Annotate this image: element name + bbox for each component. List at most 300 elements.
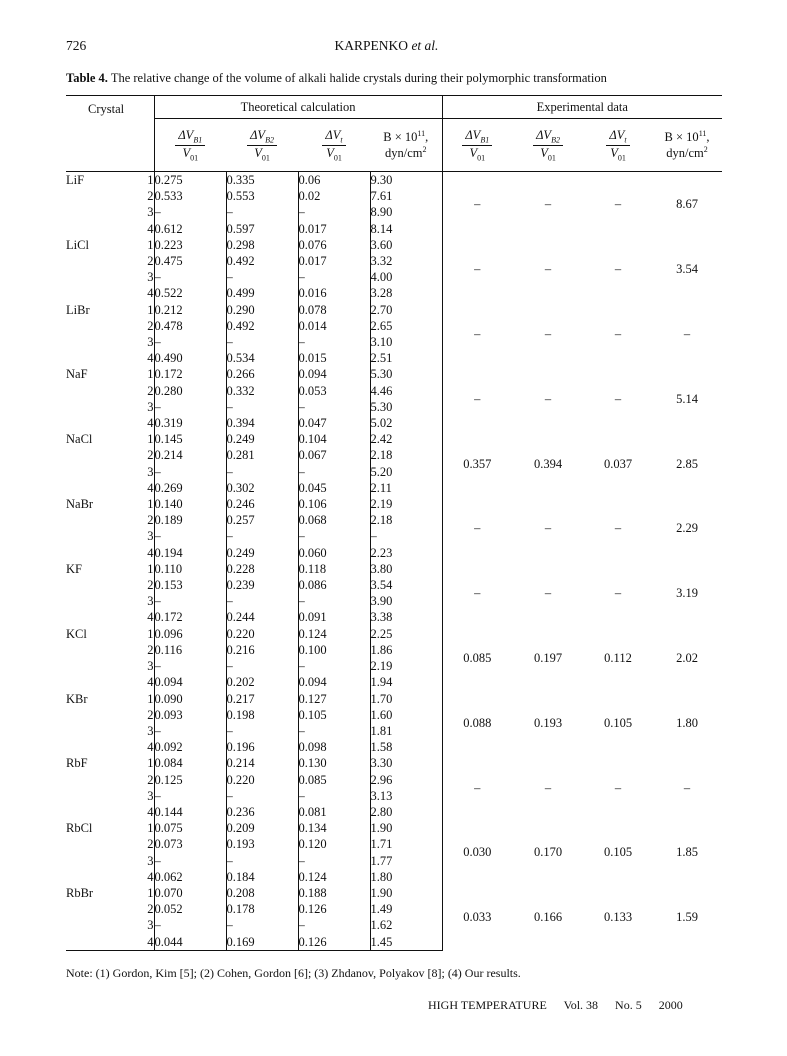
cell-theo-dvb1: 0.280 xyxy=(154,383,226,399)
cell-theo-dvt: 0.126 xyxy=(298,901,370,917)
cell-exp-b: 2.02 xyxy=(676,650,698,665)
cell-theo-b: 3.80 xyxy=(370,561,442,577)
crystal-name-blank xyxy=(66,447,138,463)
author-name: KARPENKO xyxy=(334,38,409,53)
source-index: 3 xyxy=(138,204,154,220)
table-row xyxy=(66,366,722,382)
table-row xyxy=(66,820,722,836)
source-index: 2 xyxy=(138,383,154,399)
cell-theo-dvb1: 0.110 xyxy=(154,561,226,577)
cell-theo-dvb2: 0.499 xyxy=(226,285,298,301)
source-index: 1 xyxy=(138,237,154,253)
crystal-name-blank xyxy=(66,723,138,739)
cell-exp-dvb2: 0.193 xyxy=(533,715,563,730)
cell-theo-b: 2.42 xyxy=(370,431,442,447)
cell-theo-b: 5.30 xyxy=(370,366,442,382)
cell-theo-b: 1.45 xyxy=(370,934,442,951)
col-header-exp-dvt-fraction: $\frac{\Delta V_t}{V_{01}}$ xyxy=(606,128,629,162)
cell-theo-dvb2: 0.553 xyxy=(226,188,298,204)
cell-exp-dvb1: – xyxy=(474,197,481,212)
source-index: 1 xyxy=(138,820,154,836)
cell-exp-dvb1: 0.357 xyxy=(463,456,492,471)
cell-theo-dvt: – xyxy=(298,917,370,933)
cell-theo-dvb1: – xyxy=(154,658,226,674)
source-index: 4 xyxy=(138,804,154,820)
author-et-al: et al. xyxy=(411,38,439,53)
cell-theo-b: 1.70 xyxy=(370,691,442,707)
volume-change-table xyxy=(66,95,722,951)
cell-theo-dvt: 0.104 xyxy=(298,431,370,447)
cell-exp-dvb2: – xyxy=(544,521,552,536)
cell-theo-dvb2: 0.597 xyxy=(226,221,298,237)
cell-theo-dvt: 0.094 xyxy=(298,366,370,382)
cell-theo-dvb1: 0.269 xyxy=(154,480,226,496)
col-header-theo-dvb1-fraction: $\frac{\Delta V_{B1}}{V_{01}}$ xyxy=(175,128,205,162)
cell-theo-dvb1: 0.194 xyxy=(154,545,226,561)
crystal-name-blank xyxy=(66,707,138,723)
cell-theo-dvb1: 0.062 xyxy=(154,869,226,885)
cell-theo-dvb2: 0.281 xyxy=(226,447,298,463)
col-header-exp-b: $B \times 10^{11}$, dyn/$cm^2$ xyxy=(652,119,722,172)
cell-theo-dvt: 0.134 xyxy=(298,820,370,836)
col-header-crystal-label: Crystal xyxy=(88,102,125,116)
crystal-name: NaCl xyxy=(66,432,93,447)
crystal-name-blank xyxy=(66,788,138,804)
cell-theo-dvt: 0.076 xyxy=(298,237,370,253)
source-index: 3 xyxy=(138,788,154,804)
cell-theo-dvb2: – xyxy=(226,593,298,609)
cell-theo-b: 3.54 xyxy=(370,577,442,593)
cell-theo-dvt: – xyxy=(298,204,370,220)
source-index: 1 xyxy=(138,302,154,318)
crystal-name-blank xyxy=(66,253,138,269)
cell-exp-dvb1: 0.033 xyxy=(463,910,492,925)
source-index: 3 xyxy=(138,334,154,350)
cell-theo-dvt: 0.188 xyxy=(298,885,370,901)
crystal-name-blank xyxy=(66,934,138,951)
source-index: 1 xyxy=(138,496,154,512)
crystal-name: KCl xyxy=(66,626,87,641)
cell-theo-b: 1.90 xyxy=(370,820,442,836)
cell-exp-dvb2: 0.166 xyxy=(533,910,563,925)
source-index: 2 xyxy=(138,447,154,463)
cell-theo-dvb1: 0.212 xyxy=(154,302,226,318)
crystal-name-blank xyxy=(66,188,138,204)
source-index: 4 xyxy=(138,480,154,496)
cell-theo-dvb2: 0.394 xyxy=(226,415,298,431)
cell-theo-dvt: 0.053 xyxy=(298,383,370,399)
cell-theo-dvt: – xyxy=(298,658,370,674)
crystal-name: LiBr xyxy=(66,302,90,317)
cell-theo-b: 3.10 xyxy=(370,334,442,350)
source-index: 2 xyxy=(138,642,154,658)
col-header-exp-dvb2 xyxy=(512,119,584,172)
cell-theo-dvb2: 0.209 xyxy=(226,820,298,836)
cell-theo-dvt: 0.086 xyxy=(298,577,370,593)
cell-theo-b: 1.62 xyxy=(370,917,442,933)
col-header-theo-dvb1 xyxy=(154,119,226,172)
crystal-name-blank xyxy=(66,577,138,593)
cell-theo-dvb1: 0.145 xyxy=(154,431,226,447)
cell-theo-dvb1: – xyxy=(154,723,226,739)
cell-exp-dvb1: – xyxy=(474,586,481,601)
cell-theo-dvb2: – xyxy=(226,853,298,869)
cell-theo-dvb1: 0.092 xyxy=(154,739,226,755)
cell-theo-dvt: 0.014 xyxy=(298,318,370,334)
crystal-name: KF xyxy=(66,561,82,576)
source-index: 3 xyxy=(138,658,154,674)
crystal-name: NaF xyxy=(66,367,88,382)
source-index: 4 xyxy=(138,609,154,625)
cell-theo-dvb1: 0.073 xyxy=(154,836,226,852)
crystal-name-blank xyxy=(66,415,138,431)
cell-theo-dvt: 0.126 xyxy=(298,934,370,951)
cell-exp-b: 3.19 xyxy=(676,586,698,601)
cell-theo-dvt: 0.068 xyxy=(298,512,370,528)
crystal-name-blank xyxy=(66,901,138,917)
footer-issue: No. 5 xyxy=(615,998,642,1012)
cell-exp-dvb2: – xyxy=(544,262,552,277)
source-index: 4 xyxy=(138,221,154,237)
cell-exp-dvb2: – xyxy=(544,391,552,406)
cell-theo-b: 2.19 xyxy=(370,496,442,512)
footer-volume: Vol. 38 xyxy=(563,998,599,1012)
cell-theo-b: 2.96 xyxy=(370,772,442,788)
cell-theo-dvb2: – xyxy=(226,334,298,350)
source-index: 2 xyxy=(138,772,154,788)
cell-theo-dvb2: 0.249 xyxy=(226,431,298,447)
cell-theo-dvb2: 0.217 xyxy=(226,691,298,707)
caption-label: Table 4. xyxy=(66,71,108,85)
cell-theo-dvb2: 0.492 xyxy=(226,318,298,334)
cell-theo-b: 1.94 xyxy=(370,674,442,690)
group-header-experimental: Experimental data xyxy=(442,96,722,119)
cell-theo-b: 4.46 xyxy=(370,383,442,399)
cell-exp-dvb1: – xyxy=(474,521,481,536)
crystal-name-blank xyxy=(66,399,138,415)
cell-theo-dvb1: 0.172 xyxy=(154,609,226,625)
source-index: 3 xyxy=(138,723,154,739)
cell-theo-dvt: 0.127 xyxy=(298,691,370,707)
cell-theo-dvt: 0.130 xyxy=(298,755,370,771)
table-row xyxy=(66,496,722,512)
source-index: 4 xyxy=(138,545,154,561)
cell-exp-b: 2.29 xyxy=(676,521,698,536)
cell-theo-dvb2: 0.257 xyxy=(226,512,298,528)
page-footer xyxy=(428,998,697,1013)
cell-theo-dvt: – xyxy=(298,593,370,609)
cell-theo-b: 5.20 xyxy=(370,464,442,480)
cell-theo-dvb2: – xyxy=(226,788,298,804)
cell-theo-dvb1: 0.478 xyxy=(154,318,226,334)
cell-exp-dvb1: – xyxy=(474,326,481,341)
crystal-name-blank xyxy=(66,642,138,658)
crystal-name-blank xyxy=(66,318,138,334)
source-index: 4 xyxy=(138,869,154,885)
cell-theo-dvb1: – xyxy=(154,464,226,480)
cell-theo-dvb2: 0.169 xyxy=(226,934,298,951)
source-index: 3 xyxy=(138,853,154,869)
cell-exp-b: 2.85 xyxy=(676,456,698,471)
cell-theo-dvt: 0.091 xyxy=(298,609,370,625)
cell-theo-dvb2: 0.332 xyxy=(226,383,298,399)
source-index: 1 xyxy=(138,626,154,642)
cell-theo-dvt: 0.02 xyxy=(298,188,370,204)
source-index: 2 xyxy=(138,707,154,723)
cell-theo-dvb2: – xyxy=(226,464,298,480)
cell-theo-dvb2: – xyxy=(226,917,298,933)
cell-theo-dvt: 0.060 xyxy=(298,545,370,561)
cell-theo-dvb2: 0.198 xyxy=(226,707,298,723)
table-row xyxy=(66,691,722,707)
cell-theo-dvb1: 0.094 xyxy=(154,674,226,690)
cell-theo-dvb2: 0.228 xyxy=(226,561,298,577)
cell-theo-dvb1: 0.093 xyxy=(154,707,226,723)
table-row xyxy=(66,302,722,318)
cell-theo-dvt: 0.06 xyxy=(298,172,370,189)
source-index: 4 xyxy=(138,934,154,951)
cell-theo-dvb2: 0.214 xyxy=(226,755,298,771)
cell-theo-dvb2: 0.246 xyxy=(226,496,298,512)
cell-exp-dvt: 0.037 xyxy=(603,456,633,471)
cell-theo-b: 1.81 xyxy=(370,723,442,739)
cell-theo-dvt: 0.120 xyxy=(298,836,370,852)
cell-exp-dvt: 0.105 xyxy=(603,715,633,730)
cell-theo-dvt: 0.106 xyxy=(298,496,370,512)
cell-theo-dvb1: 0.275 xyxy=(154,172,226,189)
cell-theo-dvb1: 0.223 xyxy=(154,237,226,253)
cell-theo-b: 3.28 xyxy=(370,285,442,301)
cell-theo-b: 9.30 xyxy=(370,172,442,189)
source-index: 2 xyxy=(138,901,154,917)
cell-theo-dvt: – xyxy=(298,853,370,869)
crystal-name-blank xyxy=(66,464,138,480)
cell-theo-b: 3.60 xyxy=(370,237,442,253)
crystal-name-blank xyxy=(66,593,138,609)
cell-exp-dvt: 0.112 xyxy=(604,650,632,665)
cell-theo-dvb2: – xyxy=(226,269,298,285)
crystal-name-blank xyxy=(66,739,138,755)
source-index: 2 xyxy=(138,577,154,593)
cell-theo-dvt: – xyxy=(298,464,370,480)
source-index: 1 xyxy=(138,431,154,447)
crystal-name-blank xyxy=(66,334,138,350)
cell-theo-b: 2.19 xyxy=(370,658,442,674)
crystal-name-blank xyxy=(66,609,138,625)
cell-exp-dvb1: 0.030 xyxy=(463,845,492,860)
cell-theo-dvb1: 0.075 xyxy=(154,820,226,836)
cell-theo-dvb1: 0.125 xyxy=(154,772,226,788)
cell-theo-b: 2.80 xyxy=(370,804,442,820)
source-index: 3 xyxy=(138,528,154,544)
author-line xyxy=(66,38,707,54)
crystal-name-blank xyxy=(66,204,138,220)
cell-theo-dvb2: 0.184 xyxy=(226,869,298,885)
crystal-name-blank xyxy=(66,674,138,690)
cell-theo-dvb1: 0.189 xyxy=(154,512,226,528)
cell-exp-dvb2: – xyxy=(544,197,552,212)
cell-theo-dvt: 0.067 xyxy=(298,447,370,463)
source-index: 2 xyxy=(138,188,154,204)
cell-theo-dvb1: – xyxy=(154,399,226,415)
cell-theo-dvb1: 0.522 xyxy=(154,285,226,301)
cell-theo-dvb2: 0.249 xyxy=(226,545,298,561)
cell-theo-dvb1: 0.090 xyxy=(154,691,226,707)
crystal-name: RbBr xyxy=(66,885,94,900)
footer-journal: HIGH TEMPERATURE xyxy=(428,998,547,1012)
cell-theo-dvb1: 0.144 xyxy=(154,804,226,820)
cell-theo-b: 7.61 xyxy=(370,188,442,204)
cell-exp-dvb1: – xyxy=(474,780,481,795)
cell-theo-b: 3.38 xyxy=(370,609,442,625)
source-index: 1 xyxy=(138,885,154,901)
cell-theo-dvt: 0.118 xyxy=(298,561,370,577)
crystal-name: RbCl xyxy=(66,821,93,836)
crystal-name-blank xyxy=(66,869,138,885)
cell-theo-dvb1: 0.172 xyxy=(154,366,226,382)
crystal-name: KBr xyxy=(66,691,88,706)
cell-theo-dvb2: – xyxy=(226,399,298,415)
table-row xyxy=(66,561,722,577)
cell-theo-dvb1: 0.475 xyxy=(154,253,226,269)
source-index: 1 xyxy=(138,755,154,771)
cell-exp-dvb1: 0.088 xyxy=(463,715,492,730)
cell-theo-dvb1: 0.116 xyxy=(154,642,226,658)
cell-theo-dvt: – xyxy=(298,528,370,544)
caption-text: The relative change of the volume of alkali halide crystals during their polymorphic transformation xyxy=(110,71,607,85)
cell-theo-dvb2: 0.290 xyxy=(226,302,298,318)
cell-theo-dvb2: 0.244 xyxy=(226,609,298,625)
source-index: 4 xyxy=(138,674,154,690)
running-head xyxy=(66,38,707,56)
cell-exp-dvt: – xyxy=(614,780,622,795)
cell-theo-dvt: – xyxy=(298,269,370,285)
cell-exp-b: – xyxy=(683,326,691,341)
crystal-name-blank xyxy=(66,221,138,237)
cell-theo-b: 1.86 xyxy=(370,642,442,658)
cell-theo-dvb2: 0.239 xyxy=(226,577,298,593)
cell-exp-dvb1: 0.085 xyxy=(463,650,492,665)
cell-theo-dvt: 0.078 xyxy=(298,302,370,318)
source-index: 3 xyxy=(138,399,154,415)
cell-theo-dvt: – xyxy=(298,788,370,804)
cell-theo-dvt: 0.047 xyxy=(298,415,370,431)
crystal-name-blank xyxy=(66,658,138,674)
cell-theo-dvb1: – xyxy=(154,788,226,804)
cell-theo-dvb2: 0.302 xyxy=(226,480,298,496)
cell-theo-dvt: 0.098 xyxy=(298,739,370,755)
cell-theo-dvb2: 0.220 xyxy=(226,772,298,788)
page-number: 726 xyxy=(66,38,87,53)
cell-theo-b: 8.90 xyxy=(370,204,442,220)
cell-exp-dvb2: 0.197 xyxy=(533,650,563,665)
crystal-name-blank xyxy=(66,383,138,399)
source-index: 4 xyxy=(138,415,154,431)
cell-theo-dvb1: 0.070 xyxy=(154,885,226,901)
group-header-theoretical: Theoretical calculation xyxy=(154,96,442,119)
cell-theo-dvb2: 0.492 xyxy=(226,253,298,269)
cell-theo-b: 2.65 xyxy=(370,318,442,334)
crystal-name-blank xyxy=(66,917,138,933)
cell-theo-b: 5.02 xyxy=(370,415,442,431)
source-index: 4 xyxy=(138,350,154,366)
cell-theo-b: 2.11 xyxy=(370,480,442,496)
source-index: 1 xyxy=(138,172,154,189)
cell-theo-dvb1: 0.214 xyxy=(154,447,226,463)
cell-theo-dvb2: 0.298 xyxy=(226,237,298,253)
cell-theo-dvb1: 0.319 xyxy=(154,415,226,431)
cell-theo-dvt: 0.124 xyxy=(298,869,370,885)
table-note: Note: (1) Gordon, Kim [5]; (2) Cohen, Gordon [6]; (3) Zhdanov, Polyakov [8]; (4) Our results. xyxy=(66,966,521,980)
crystal-name-blank xyxy=(66,350,138,366)
cell-theo-dvb1: 0.052 xyxy=(154,901,226,917)
crystal-name: RbF xyxy=(66,756,88,771)
source-index: 2 xyxy=(138,318,154,334)
cell-theo-dvb1: 0.490 xyxy=(154,350,226,366)
cell-exp-dvb2: – xyxy=(544,326,552,341)
cell-theo-b: 8.14 xyxy=(370,221,442,237)
cell-exp-dvt: – xyxy=(614,326,622,341)
cell-theo-dvb2: 0.266 xyxy=(226,366,298,382)
source-index: 2 xyxy=(138,253,154,269)
cell-exp-dvb2: 0.394 xyxy=(533,456,563,471)
cell-theo-dvb2: 0.202 xyxy=(226,674,298,690)
col-header-theo-dvb2 xyxy=(226,119,298,172)
cell-theo-dvt: 0.017 xyxy=(298,221,370,237)
cell-exp-dvb2: 0.170 xyxy=(533,845,563,860)
table-row xyxy=(66,626,722,642)
cell-theo-b: 1.90 xyxy=(370,885,442,901)
footer-year: 2000 xyxy=(658,998,683,1012)
cell-exp-dvt: – xyxy=(614,521,622,536)
cell-exp-b: 1.80 xyxy=(676,715,698,730)
source-index: 3 xyxy=(138,269,154,285)
cell-theo-b: 4.00 xyxy=(370,269,442,285)
col-header-crystal xyxy=(66,96,154,172)
cell-exp-b: 8.67 xyxy=(676,197,698,212)
col-header-exp-dvb1 xyxy=(442,119,512,172)
cell-theo-dvt: 0.045 xyxy=(298,480,370,496)
col-header-theo-dvt-fraction: $\frac{\Delta V_t}{V_{01}}$ xyxy=(322,128,345,162)
cell-theo-dvt: 0.094 xyxy=(298,674,370,690)
cell-theo-dvb2: 0.534 xyxy=(226,350,298,366)
cell-theo-dvb1: – xyxy=(154,334,226,350)
cell-theo-dvb2: – xyxy=(226,528,298,544)
cell-exp-dvt: 0.133 xyxy=(603,910,633,925)
cell-theo-dvt: 0.105 xyxy=(298,707,370,723)
table-row xyxy=(66,431,722,447)
cell-exp-b: 3.54 xyxy=(676,262,698,277)
cell-theo-b: 2.70 xyxy=(370,302,442,318)
cell-theo-dvb1: – xyxy=(154,528,226,544)
cell-exp-b: 5.14 xyxy=(676,391,698,406)
cell-theo-b: 3.13 xyxy=(370,788,442,804)
col-header-theo-dvb2-fraction: $\frac{\Delta V_{B2}}{V_{01}}$ xyxy=(247,128,277,162)
cell-theo-dvt: 0.015 xyxy=(298,350,370,366)
cell-theo-b: 2.18 xyxy=(370,447,442,463)
crystal-name-blank xyxy=(66,836,138,852)
cell-theo-dvt: 0.017 xyxy=(298,253,370,269)
cell-exp-dvt: – xyxy=(614,586,622,601)
crystal-name-blank xyxy=(66,480,138,496)
cell-theo-dvt: – xyxy=(298,723,370,739)
cell-theo-dvb1: – xyxy=(154,917,226,933)
cell-theo-dvb2: 0.196 xyxy=(226,739,298,755)
cell-exp-b: – xyxy=(683,780,691,795)
cell-theo-dvb2: 0.220 xyxy=(226,626,298,642)
cell-theo-b: 1.60 xyxy=(370,707,442,723)
cell-theo-b: 2.51 xyxy=(370,350,442,366)
